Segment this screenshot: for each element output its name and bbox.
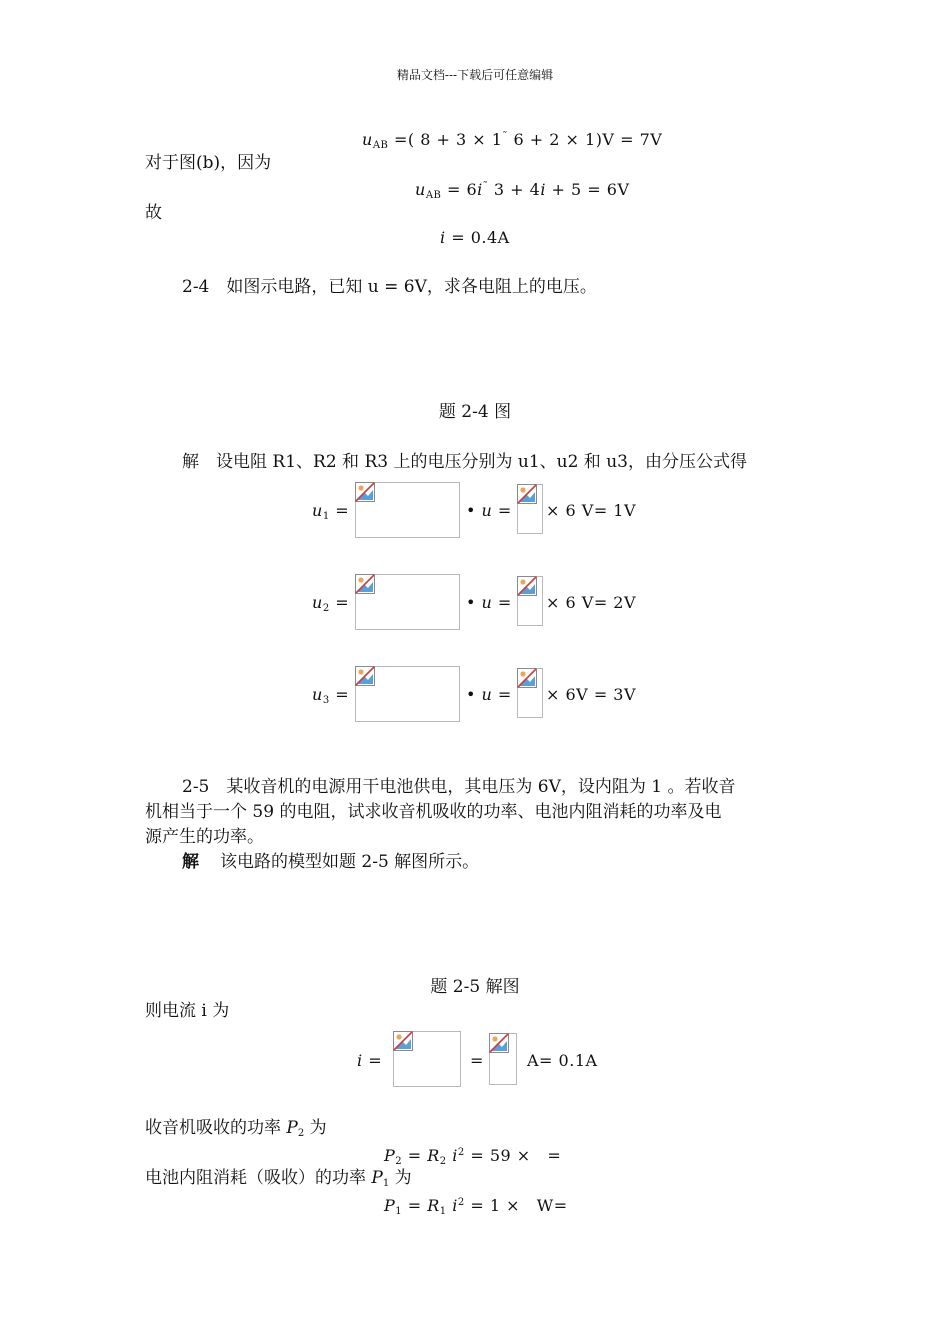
broken-image-icon: [517, 576, 537, 596]
equals-sign: =: [470, 1051, 484, 1070]
dot-u-3: • u =: [466, 685, 512, 704]
p2-intro: 收音机吸收的功率 $P_2$ 为: [145, 1118, 327, 1139]
broken-image-icon: [517, 668, 537, 688]
equation-p2: $P_2 = R_2$ $i^2 = 59$ × =: [384, 1146, 562, 1167]
u2-tail: × 6 V= 2V: [546, 593, 637, 612]
broken-image-icon: [355, 666, 375, 686]
i-label: i =: [357, 1051, 383, 1070]
image-placeholder: [355, 666, 460, 722]
p1-intro: 电池内阻消耗（吸收）的功率 $P_1$ 为: [145, 1168, 412, 1189]
u1-label: $u_1$ =: [312, 501, 350, 522]
caption-2-4: 题 2-4 图: [438, 402, 512, 422]
u2-label: $u_2$ =: [312, 593, 350, 614]
fig-b-intro: 对于图(b)，因为: [145, 153, 272, 173]
u1-tail: × 6 V= 1V: [546, 501, 637, 520]
image-placeholder: [517, 484, 543, 534]
broken-image-icon: [355, 482, 375, 502]
equation-i: i = 0.4A: [440, 228, 510, 247]
image-placeholder: [393, 1031, 461, 1087]
problem-2-4: 2-4 如图示电路，已知 u = 6V，求各电阻上的电压。: [182, 277, 597, 297]
image-placeholder: [517, 668, 543, 718]
problem-2-5-line3: 源产生的功率。: [145, 827, 264, 847]
equation-uab-b: $u_{AB} = 6i^˜$ 3 + 4i + 5 = 6V: [415, 180, 630, 201]
u3-tail: × 6V = 3V: [546, 685, 637, 704]
equation-uab-a: $u_{AB}$ =( 8 + 3 × 1˜ 6 + 2 × 1)V = 7V: [362, 130, 663, 151]
broken-image-icon: [393, 1031, 413, 1051]
current-intro: 则电流 i 为: [145, 1001, 230, 1021]
broken-image-icon: [489, 1033, 509, 1053]
solution-2-5-head: 解: [182, 852, 199, 872]
page-header: 精品文档---下载后可任意编辑: [396, 68, 554, 82]
problem-2-5-line1: 2-5 某收音机的电源用干电池供电，其电压为 6V，设内阻为 1 。若收音: [182, 777, 736, 797]
solution-2-4: 解 设电阻 R1、R2 和 R3 上的电压分别为 u1、u2 和 u3，由分压公式得: [182, 452, 747, 472]
i-tail: A= 0.1A: [527, 1051, 598, 1070]
caption-2-5: 题 2-5 解图: [430, 977, 520, 997]
broken-image-icon: [517, 484, 537, 504]
solution-2-5-text: 该电路的模型如题 2-5 解图所示。: [220, 852, 480, 872]
equation-p1: $P_1 = R_1$ $i^2 = 1 \times W=$: [384, 1196, 568, 1217]
dot-u-1: • u =: [466, 501, 512, 520]
image-placeholder: [355, 574, 460, 630]
image-placeholder: [355, 482, 460, 538]
image-placeholder: [517, 576, 543, 626]
broken-image-icon: [355, 574, 375, 594]
u3-label: $u_3$ =: [312, 685, 350, 706]
dot-u-2: • u =: [466, 593, 512, 612]
problem-2-5-line2: 机相当于一个 59 的电阻，试求收音机吸收的功率、电池内阻消耗的功率及电: [145, 802, 722, 822]
image-placeholder: [489, 1033, 517, 1085]
therefore-text: 故: [145, 203, 162, 223]
